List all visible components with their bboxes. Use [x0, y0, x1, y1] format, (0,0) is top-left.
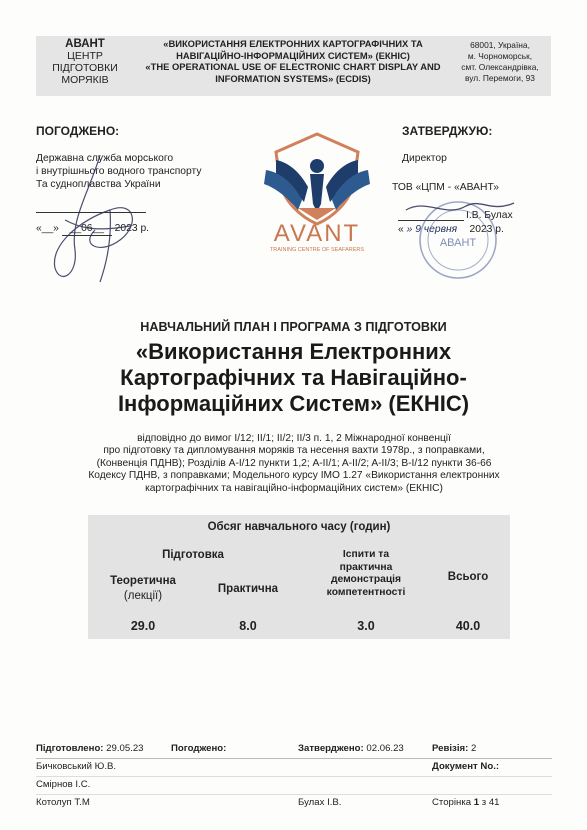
logo-tagline: TRAINING CENTRE OF SEAFARERS — [269, 247, 365, 253]
footer-row — [36, 794, 552, 812]
table-caption: Обсяг навчального часу (годин) — [207, 521, 391, 533]
org-name: АВАНТ — [65, 38, 105, 50]
address-line: 68001, Україна, — [470, 40, 530, 50]
col-theory-header — [88, 574, 198, 604]
agreed-line: Та судноплавства України — [36, 179, 161, 190]
document-description — [60, 433, 528, 495]
footer-row — [36, 758, 552, 777]
title-line: Інформаційних Систем» (ЕКНІС) — [117, 391, 470, 416]
footer-agreed-label: Погоджено: — [171, 743, 227, 754]
approved-company: ТОВ «ЦПМ - «АВАНТ» — [392, 182, 500, 193]
col-practice-header: Практична — [217, 583, 279, 595]
table-group-label: Підготовка — [162, 549, 224, 561]
company-stamp — [396, 188, 526, 288]
agreed-heading: ПОГОДЖЕНО: — [36, 124, 120, 138]
footer-row — [36, 776, 552, 795]
logo-wordmark: AVANT — [273, 220, 361, 247]
org-line: ПІДГОТОВКИ — [52, 62, 118, 74]
page-number: 1 — [473, 797, 480, 808]
footer-row — [36, 740, 552, 759]
desc-line: про підготовку та дипломування моряків та несення вахти 1978р., з поправками, — [103, 445, 485, 457]
col-theory-sub: (лекції) — [123, 590, 163, 602]
avant-logo-emblem — [258, 132, 376, 227]
page-label: Сторінка — [432, 797, 472, 808]
col-exam-header — [306, 549, 426, 599]
value-total: 40.0 — [455, 619, 481, 633]
value-exam: 3.0 — [357, 619, 375, 633]
document-number-label: Документ No.: — [432, 761, 500, 772]
title-line: Картографічних та Навігаційно- — [120, 365, 467, 390]
col-exam-line: Іспити та — [342, 549, 390, 560]
handwritten-signature-left — [40, 150, 170, 290]
revision-value: 2 — [470, 743, 477, 754]
hours-table — [88, 515, 510, 639]
address-line: вул. Перемоги, 93 — [465, 73, 535, 83]
col-exam-line: компетентності — [326, 586, 406, 598]
value-theory: 29.0 — [130, 619, 156, 633]
agreed-line: і внутрішнього водного транспорту — [36, 166, 202, 177]
prepared-label: Підготовлено: — [36, 743, 104, 754]
desc-line: (Конвенція ПДНВ); Розділів A-I/12 пункти 1,2; A-II/1; A-II/2; A-II/3; B-I/12 пункти 36-66 — [96, 457, 492, 469]
approved-date-day: « — [398, 224, 404, 235]
org-line: МОРЯКІВ — [61, 74, 109, 86]
agreed-date-month: __06__ — [62, 222, 112, 236]
prepared-date: 29.05.23 — [106, 743, 144, 754]
course-title-header — [142, 38, 444, 84]
col-total-header: Всього — [447, 571, 489, 583]
approved-date-month: » 9 червня — [406, 224, 458, 235]
title-line: «Використання Електронних — [135, 339, 452, 364]
approved-position: Директор — [402, 153, 447, 164]
prepared-person: Смірнов І.С. — [36, 779, 91, 790]
col-exam-line: демонстрація — [330, 574, 402, 585]
org-block — [36, 36, 134, 96]
footer-approver: Булах І.В. — [298, 797, 342, 808]
course-title-en: «THE OPERATIONAL USE OF ELECTRONIC CHART DISPLAY AND INFORMATION SYSTEMS» (ECDIS) — [145, 61, 441, 84]
prepared-person: Бичковський Ю.В. — [36, 761, 117, 772]
approved-label: Затверджено: — [298, 743, 364, 754]
agreed-date-year: 2023 р. — [114, 223, 150, 234]
prepared-person: Котолуп Т.М — [36, 797, 90, 808]
course-title-ua: «ВИКОРИСТАННЯ ЕЛЕКТРОННИХ КАРТОГРАФІЧНИХ ТА НАВІГАЦІЙНО-ІНФОРМАЦІЙНИХ СИСТЕМ» (ЕКНІС) — [163, 38, 423, 61]
approved-signer: І.В. Булах — [466, 210, 513, 221]
pre-title: НАВЧАЛЬНИЙ ПЛАН І ПРОГРАМА З ПІДГОТОВКИ — [140, 320, 447, 334]
col-theory-label: Теоретична — [110, 575, 176, 587]
agreed-line: Державна служба морського — [36, 153, 174, 164]
stamp-text: АВАНТ — [439, 237, 477, 249]
approved-date-footer: 02.06.23 — [366, 743, 404, 754]
revision-label: Ревізія: — [432, 743, 469, 754]
value-practice: 8.0 — [239, 619, 257, 633]
page-total: 41 — [488, 797, 500, 808]
desc-line: відповідно до вимог I/12; II/1; II/2; II/3 п. 1, 2 Міжнародної конвенції — [137, 433, 451, 444]
agreed-date-day: «__» — [36, 223, 59, 234]
address-line: м. Чорноморськ, — [467, 51, 533, 61]
page-separator: з — [481, 797, 487, 808]
desc-line: Кодексу ПДНВ, з поправками; Модельного курсу IMO 1.27 «Використання електронних — [88, 470, 500, 482]
desc-line: картографічних та навігаційно-інформаційних систем» (ЕКНІС) — [145, 482, 443, 494]
col-exam-line: практична — [339, 561, 393, 573]
approved-heading: ЗАТВЕРДЖУЮ: — [402, 124, 493, 138]
org-line: ЦЕНТР — [67, 50, 103, 62]
address-block — [448, 40, 552, 84]
document-title — [0, 339, 587, 417]
address-line: смт. Олександрівка, — [461, 62, 539, 72]
approved-date-year: 2023 р. — [469, 224, 504, 235]
